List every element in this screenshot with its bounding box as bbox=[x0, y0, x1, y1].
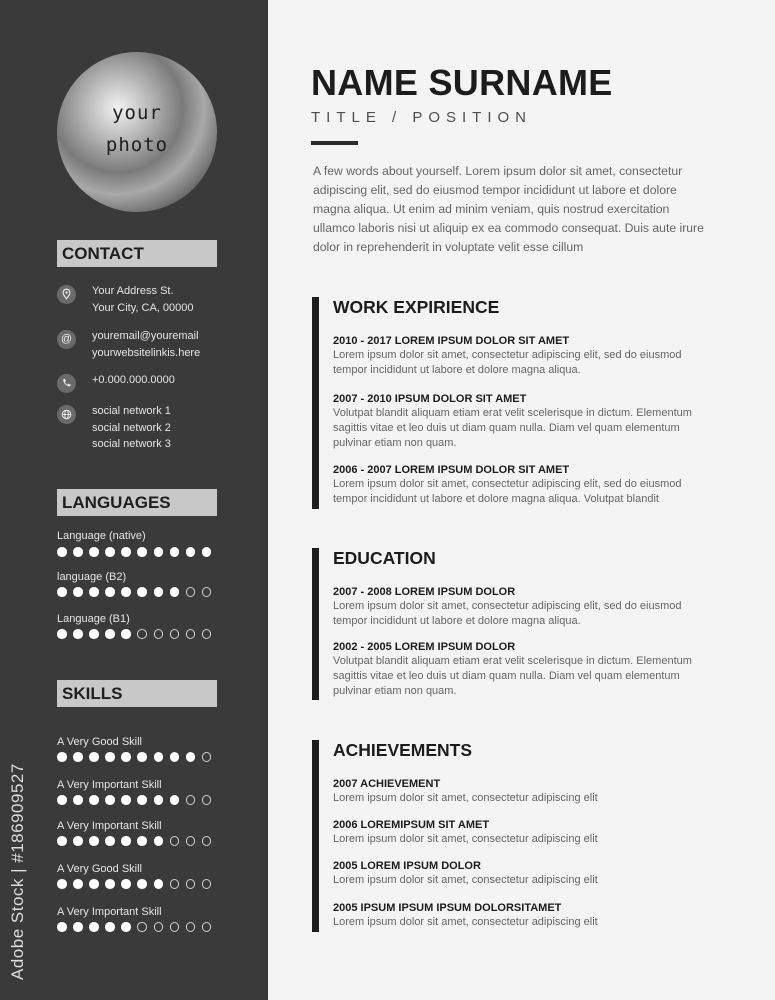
rating-dot-filled bbox=[73, 922, 83, 932]
rating-dot-filled bbox=[186, 752, 196, 762]
entry-heading: 2005 IPSUM IPSUM IPSUM DOLORSITAMET bbox=[333, 902, 562, 914]
rating-dot-filled bbox=[121, 587, 131, 597]
rating-dot-filled bbox=[89, 879, 99, 889]
skill-label: A Very Important Skill bbox=[57, 779, 162, 791]
rating-dot-empty bbox=[154, 922, 164, 932]
rating-dot-filled bbox=[57, 547, 67, 557]
rating-dot-filled bbox=[57, 879, 67, 889]
language-label: Language (B1) bbox=[57, 613, 130, 625]
rating-dot-filled bbox=[105, 629, 115, 639]
rating-dot-filled bbox=[154, 836, 164, 846]
entry-heading: 2006 - 2007 LOREM IPSUM DOLOR SIT AMET bbox=[333, 464, 570, 476]
skill-rating bbox=[57, 752, 218, 763]
entry-heading: 2005 LOREM IPSUM DOLOR bbox=[333, 860, 481, 872]
rating-dot-filled bbox=[105, 587, 115, 597]
skill-label: A Very Important Skill bbox=[57, 906, 162, 918]
achievement-entry bbox=[333, 860, 713, 888]
rating-dot-empty bbox=[170, 922, 180, 932]
rating-dot-filled bbox=[105, 836, 115, 846]
photo-text-line2: photo bbox=[105, 134, 169, 156]
rating-dot-filled bbox=[89, 795, 99, 805]
rating-dot-empty bbox=[170, 629, 180, 639]
rating-dot-empty bbox=[202, 587, 212, 597]
rating-dot-filled bbox=[73, 587, 83, 597]
rating-dot-filled bbox=[57, 922, 67, 932]
rating-dot-filled bbox=[89, 587, 99, 597]
rating-dot-filled bbox=[105, 547, 115, 557]
rating-dot-filled bbox=[121, 836, 131, 846]
language-label: language (B2) bbox=[57, 571, 127, 583]
rating-dot-empty bbox=[186, 629, 196, 639]
rating-dot-filled bbox=[137, 752, 147, 762]
full-name: NAME SURNAME bbox=[311, 62, 613, 103]
rating-dot-empty bbox=[202, 629, 212, 639]
rating-dot-filled bbox=[186, 547, 196, 557]
rating-dot-filled bbox=[89, 922, 99, 932]
entry-heading: 2010 - 2017 LOREM IPSUM DOLOR SIT AMET bbox=[333, 335, 570, 347]
rating-dot-filled bbox=[170, 587, 180, 597]
contact-address-line1: Your Address St. bbox=[92, 285, 174, 297]
entry-description: Lorem ipsum dolor sit amet, consectetur adipiscing elit bbox=[333, 792, 598, 804]
entry-description: Lorem ipsum dolor sit amet, consectetur adipiscing elit, sed do eiusmod tempor incididunt ut labore et dolore magna aliqua. bbox=[333, 349, 682, 376]
section-bar bbox=[312, 548, 319, 700]
entry-description: Lorem ipsum dolor sit amet, consectetur adipiscing elit bbox=[333, 916, 598, 928]
job-title: TITLE / POSITION bbox=[311, 109, 533, 126]
rating-dot-filled bbox=[57, 752, 67, 762]
rating-dot-filled bbox=[121, 629, 131, 639]
rating-dot-empty bbox=[202, 879, 212, 889]
rating-dot-filled bbox=[57, 587, 67, 597]
rating-dot-filled bbox=[73, 752, 83, 762]
entry-description: Volutpat blandit aliquam etiam erat velit scelerisque in dictum. Elementum sagittis vitae et leo duis ut diam quam nulla. Diam vel quam elementum pulvinar etiam non quam. bbox=[333, 407, 692, 449]
entry-heading: 2007 - 2010 IPSUM DOLOR SIT AMET bbox=[333, 393, 527, 405]
rating-dot-filled bbox=[57, 795, 67, 805]
rating-dot-filled bbox=[73, 795, 83, 805]
rating-dot-filled bbox=[154, 547, 164, 557]
intro-paragraph: A few words about yourself. Lorem ipsum dolor sit amet, consectetur adipiscing elit, sed do eiusmod tempor incididunt ut labore et dolore magna aliqua. Ut enim ad minim veniam, quis nostrud exercitation ullamco laboris nisi ut aliquip ex ea commodo consequat. Duis aute irure dolor in reprehenderit in voluptate velit esse cillum bbox=[313, 164, 704, 254]
contact-website-text[interactable]: yourwebsitelinkis.here bbox=[92, 346, 201, 359]
rating-dot-empty bbox=[186, 795, 196, 805]
rating-dot-filled bbox=[89, 836, 99, 846]
rating-dot-filled bbox=[137, 587, 147, 597]
rating-dot-filled bbox=[89, 752, 99, 762]
at-sign-icon: @ bbox=[57, 330, 76, 349]
social-network-3[interactable]: social network 3 bbox=[92, 438, 171, 450]
rating-dot-filled bbox=[154, 795, 164, 805]
rating-dot-filled bbox=[154, 587, 164, 597]
rating-dot-filled bbox=[121, 795, 131, 805]
skill-rating bbox=[57, 879, 218, 890]
skill-rating bbox=[57, 836, 218, 847]
entry-description: Lorem ipsum dolor sit amet, consectetur adipiscing elit bbox=[333, 874, 598, 886]
skills-heading: SKILLS bbox=[57, 680, 217, 707]
rating-dot-empty bbox=[154, 629, 164, 639]
rating-dot-empty bbox=[137, 922, 147, 932]
skill-rating bbox=[57, 922, 218, 933]
education-entry bbox=[333, 641, 713, 699]
rating-dot-empty bbox=[202, 922, 212, 932]
rating-dot-empty bbox=[170, 836, 180, 846]
title-divider bbox=[311, 141, 358, 145]
sidebar bbox=[0, 0, 268, 1000]
rating-dot-filled bbox=[105, 795, 115, 805]
map-pin-icon bbox=[57, 285, 76, 304]
work-entry bbox=[333, 464, 713, 507]
skill-label: A Very Good Skill bbox=[57, 736, 142, 748]
skill-rating bbox=[57, 795, 218, 806]
rating-dot-empty bbox=[137, 629, 147, 639]
rating-dot-filled bbox=[137, 879, 147, 889]
rating-dot-filled bbox=[73, 879, 83, 889]
entry-description: Volutpat blandit aliquam etiam erat velit scelerisque in dictum. Elementum sagittis vitae et leo duis ut diam quam nulla. Diam vel quam elementum pulvinar etiam non quam. bbox=[333, 655, 692, 697]
contact-heading: CONTACT bbox=[57, 240, 217, 267]
rating-dot-empty bbox=[186, 836, 196, 846]
social-network-1[interactable]: social network 1 bbox=[92, 405, 171, 417]
rating-dot-filled bbox=[170, 547, 180, 557]
rating-dot-filled bbox=[137, 836, 147, 846]
globe-icon bbox=[57, 405, 76, 424]
language-rating bbox=[57, 587, 218, 598]
entry-heading: 2007 ACHIEVEMENT bbox=[333, 778, 441, 790]
rating-dot-filled bbox=[154, 879, 164, 889]
rating-dot-empty bbox=[202, 836, 212, 846]
rating-dot-filled bbox=[73, 547, 83, 557]
entry-description: Lorem ipsum dolor sit amet, consectetur adipiscing elit bbox=[333, 833, 598, 845]
rating-dot-filled bbox=[105, 752, 115, 762]
rating-dot-filled bbox=[57, 836, 67, 846]
phone-icon bbox=[57, 374, 76, 393]
rating-dot-empty bbox=[202, 795, 212, 805]
entry-heading: 2002 - 2005 LOREM IPSUM DOLOR bbox=[333, 641, 516, 653]
rating-dot-filled bbox=[89, 547, 99, 557]
rating-dot-filled bbox=[121, 879, 131, 889]
rating-dot-filled bbox=[121, 752, 131, 762]
rating-dot-filled bbox=[137, 547, 147, 557]
rating-dot-filled bbox=[73, 629, 83, 639]
photo-text-line1: your bbox=[112, 102, 162, 124]
contact-email-text[interactable]: youremail@youremail bbox=[92, 330, 199, 342]
contact-phone-text: +0.000.000.0000 bbox=[92, 374, 175, 386]
rating-dot-filled bbox=[154, 752, 164, 762]
rating-dot-empty bbox=[202, 752, 212, 762]
rating-dot-filled bbox=[121, 547, 131, 557]
rating-dot-filled bbox=[105, 922, 115, 932]
section-title: ACHIEVEMENTS bbox=[333, 740, 473, 760]
rating-dot-filled bbox=[170, 795, 180, 805]
social-network-2[interactable]: social network 2 bbox=[92, 421, 171, 434]
language-rating bbox=[57, 629, 218, 640]
rating-dot-filled bbox=[89, 629, 99, 639]
rating-dot-filled bbox=[137, 795, 147, 805]
language-label: Language (native) bbox=[57, 530, 146, 542]
skill-label: A Very Important Skill bbox=[57, 820, 162, 832]
achievement-entry bbox=[333, 902, 713, 930]
contact-address-line2: Your City, CA, 00000 bbox=[92, 301, 194, 314]
rating-dot-empty bbox=[170, 879, 180, 889]
entry-description: Lorem ipsum dolor sit amet, consectetur adipiscing elit, sed do eiusmod tempor incididunt ut labore et dolore magna aliqua. Volutpat blandit bbox=[333, 478, 682, 505]
section-bar bbox=[312, 740, 319, 932]
entry-description: Lorem ipsum dolor sit amet, consectetur adipiscing elit, sed do eiusmod tempor incididunt ut labore et dolore magna aliqua. bbox=[333, 600, 682, 627]
rating-dot-filled bbox=[170, 752, 180, 762]
stock-watermark: Adobe Stock | #186909527 bbox=[8, 763, 27, 980]
work-entry bbox=[333, 335, 713, 378]
work-entry bbox=[333, 393, 713, 451]
achievement-entry bbox=[333, 819, 713, 847]
photo-placeholder bbox=[57, 52, 217, 212]
rating-dot-empty bbox=[186, 922, 196, 932]
language-rating bbox=[57, 547, 218, 558]
achievement-entry bbox=[333, 778, 713, 806]
section-title: EDUCATION bbox=[333, 548, 436, 568]
languages-heading: LANGUAGES bbox=[57, 489, 217, 516]
rating-dot-empty bbox=[186, 879, 196, 889]
section-title: WORK EXPIRIENCE bbox=[333, 297, 500, 317]
rating-dot-filled bbox=[57, 629, 67, 639]
rating-dot-filled bbox=[202, 547, 212, 557]
rating-dot-filled bbox=[121, 922, 131, 932]
entry-heading: 2007 - 2008 LOREM IPSUM DOLOR bbox=[333, 586, 516, 598]
entry-heading: 2006 LOREMIPSUM SIT AMET bbox=[333, 819, 490, 831]
section-bar bbox=[312, 297, 319, 509]
education-entry bbox=[333, 586, 713, 629]
rating-dot-filled bbox=[73, 836, 83, 846]
rating-dot-filled bbox=[105, 879, 115, 889]
rating-dot-empty bbox=[186, 587, 196, 597]
skill-label: A Very Good Skill bbox=[57, 863, 142, 875]
